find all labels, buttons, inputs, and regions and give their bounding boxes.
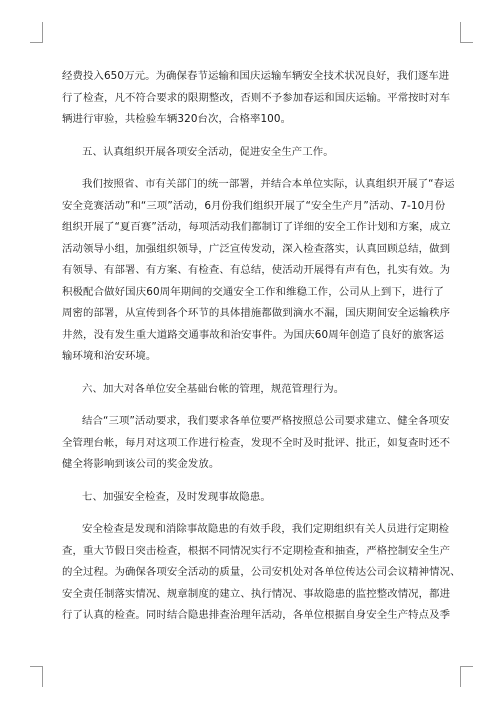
crop-mark-bottom-right	[460, 666, 473, 687]
crop-mark-top-left	[30, 22, 43, 43]
paragraph-gap	[62, 131, 444, 142]
paragraph-gap	[62, 508, 444, 519]
paragraph-gap	[62, 163, 444, 174]
text-line: 组织开展了“夏百赛”活动，每项活动我们都制订了详细的安全工作计划和方案，成立	[62, 221, 451, 233]
document-body	[62, 66, 461, 627]
heading-text: 七、加强安全检查，及时发现事故隐患。	[82, 490, 271, 503]
text-line: 活动领导小组，加强组织领导，广泛宣传发动，深入检查落实，认真回顾总结，做到	[62, 242, 451, 255]
text-line: 安全竞赛活动”和“三项”活动，6月份我们组织开展了“安全生产月”活动、7-10月份	[62, 199, 446, 212]
paragraph-gap	[62, 400, 444, 411]
text-line: 查，重大节假日突击检查，根据不同情况实行不定期检查和抽查，严格控制安全生产	[62, 544, 451, 557]
text-line: 我们按照省、市有关部门的统一部署，并结合本单位实际，认真组织开展了“春运	[82, 178, 455, 190]
text-line: 经费投入650万元。为确保春节运输和国庆运输车辆安全技术状况良好，我们逐车进	[62, 70, 450, 82]
text-line: 辆进行审验，共检验车辆320台次，合格率100。	[62, 113, 292, 125]
text-line: 行了认真的检查。同时结合隐患排查治理年活动，各单位根据自身安全生产特点及季	[62, 609, 451, 621]
heading-text: 六、加大对各单位安全基础台帐的管理，规范管理行为。	[82, 382, 345, 395]
crop-mark-bottom-left	[30, 666, 43, 687]
paragraph	[62, 411, 451, 476]
text-line: 安全责任制落实情况、规章制度的建立、执行情况、事故隐患的监控整改情况，都进	[62, 587, 451, 600]
section-heading	[62, 379, 444, 401]
text-line: 有领导、有部署、有方案、有检查、有总结，使活动开展得有声有色，扎实有效。为	[62, 264, 451, 276]
paragraph-gap	[62, 476, 444, 487]
text-line: 输环境和治安环境。	[62, 350, 157, 362]
text-line: 行了检查，凡不符合要求的限期整改，否则不予参加春运和国庆运输。平常按时对车	[62, 91, 451, 104]
text-line: 全管理台帐，每月对这项工作进行检查，发现不全时及时批评、批正，如复查时还不	[62, 436, 451, 449]
text-line: 积极配合做好国庆60周年期间的交通安全工作和维稳工作，公司从上到下，进行了	[62, 285, 444, 298]
crop-mark-top-right	[460, 22, 473, 43]
text-line: 结合“三项”活动要求，我们要求各单位要严格按照总公司要求建立、健全各项安	[82, 415, 450, 427]
section-heading	[62, 142, 444, 164]
section-heading	[62, 487, 444, 509]
text-line: 周密的部署，从宣传到各个环节的具体措施都做到滴水不漏，国庆期间安全运输秩序	[62, 307, 451, 319]
text-line: 的全过程。为确保各项安全活动的质量，公司安机处对各单位传达公司会议精神情况、	[62, 566, 461, 578]
text-line: 健全将影响到该公司的奖金发放。	[62, 458, 220, 470]
paragraph	[62, 174, 455, 368]
paragraph	[62, 519, 461, 627]
heading-text: 五、认真组织开展各项安全活动，促进安全生产工作。	[82, 145, 334, 158]
text-line: 安全检查是发现和消除事故隐患的有效手段，我们定期组织有关人员进行定期检	[82, 523, 450, 535]
paragraph	[62, 66, 451, 131]
paragraph-gap	[62, 368, 444, 379]
text-line: 井然，没有发生重大道路交通事故和治安事件。为国庆60周年创造了良好的旅客运	[62, 328, 444, 341]
